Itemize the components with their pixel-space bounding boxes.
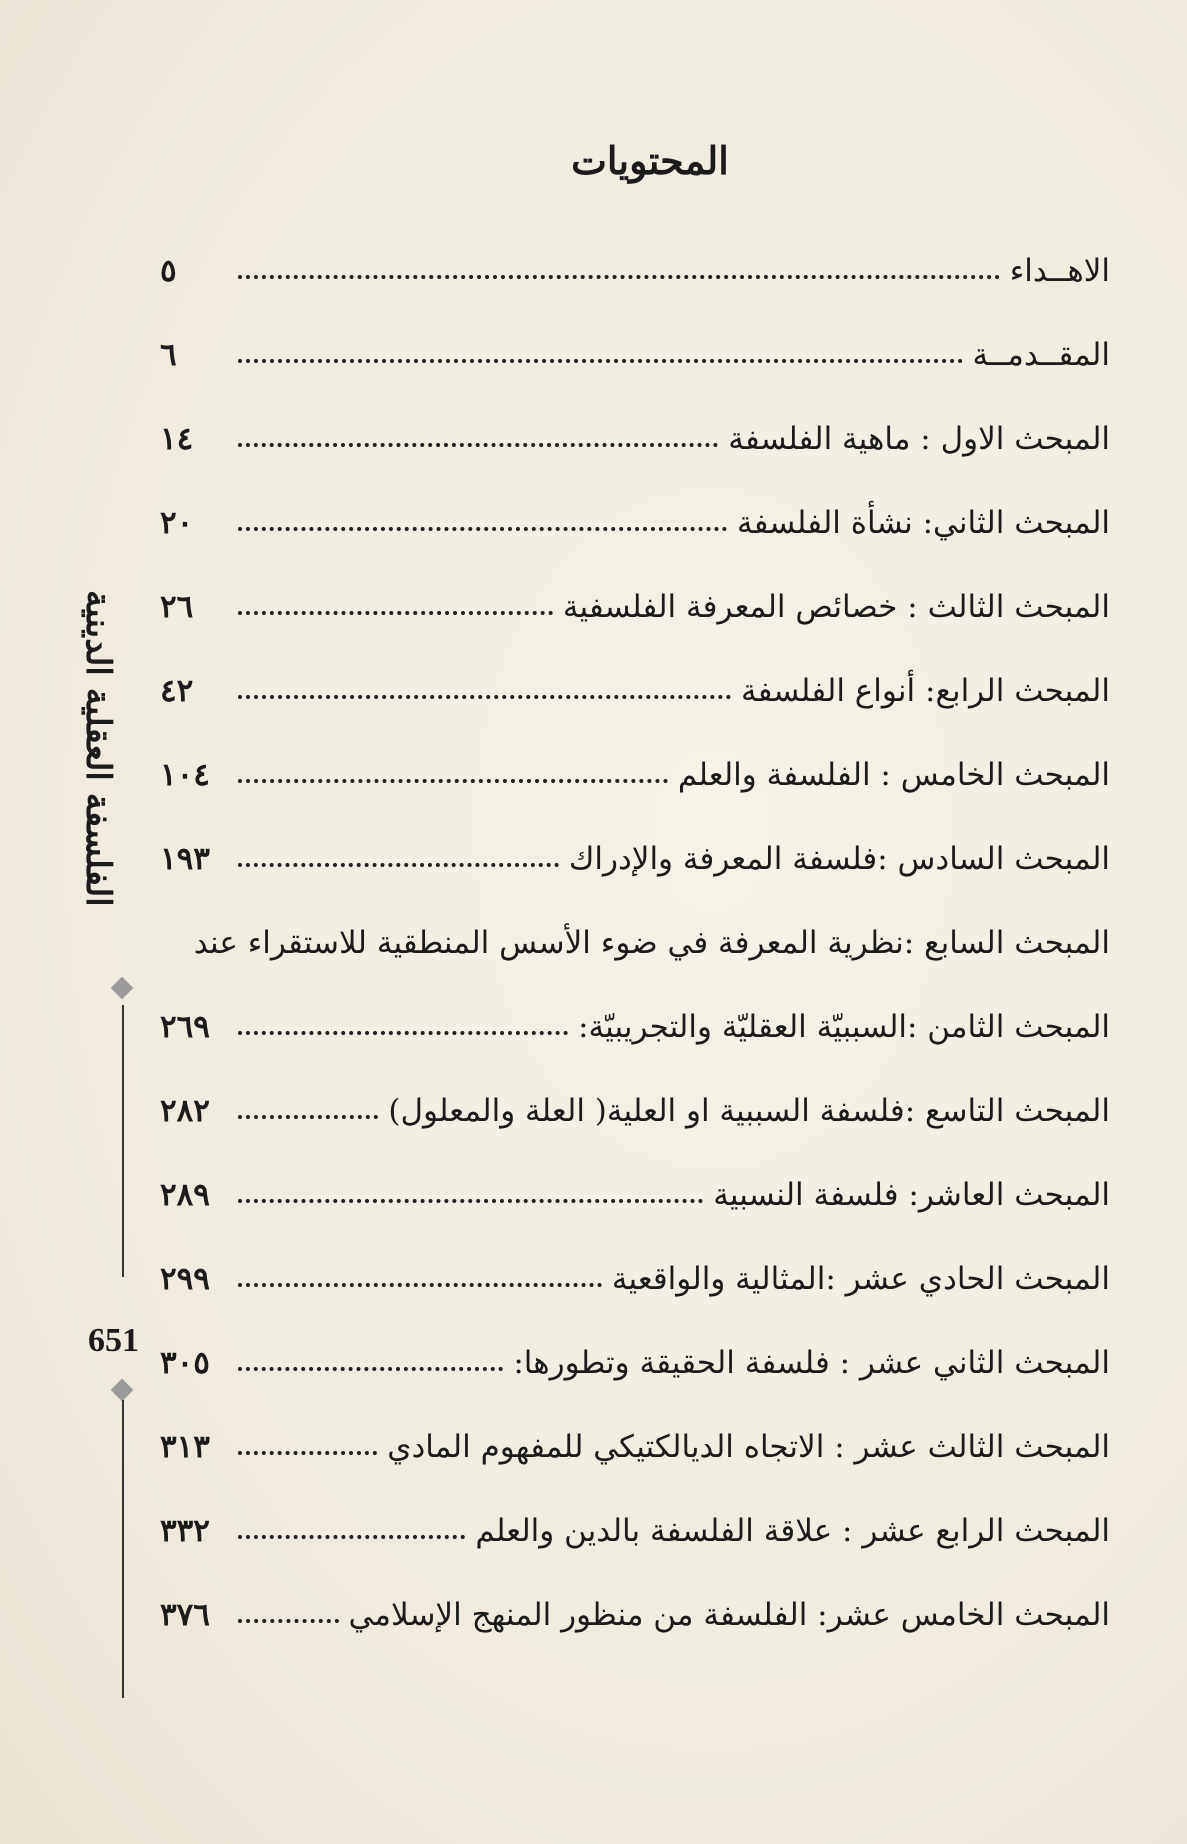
page-number: 651 — [88, 1322, 139, 1359]
toc-entry — [160, 457, 1110, 541]
toc-entry-label: المبحث الثامن :السببيّة العقليّة والتجريبيّة: — [578, 1009, 1110, 1045]
toc-leader-dots — [238, 442, 718, 447]
side-rule-bottom — [122, 1400, 124, 1698]
toc-entry-label: المبحث الخامس عشر: الفلسفة من منظور المنهج الإسلامي — [348, 1597, 1110, 1633]
toc-entry-page: ١٩٣ — [160, 841, 210, 877]
toc-leader-dots — [238, 1198, 703, 1203]
toc-entry — [160, 541, 1110, 625]
toc-entry-page: ٢٦ — [160, 589, 194, 625]
toc-entry-page: ٣٣٢ — [160, 1513, 210, 1549]
toc-entry-page: ٣١٣ — [160, 1429, 210, 1465]
toc-entry — [160, 625, 1110, 709]
toc-entry — [160, 709, 1110, 793]
toc-entry-label: المبحث السابع :نظرية المعرفة في ضوء الأسس المنطقية للاستقراء عند — [193, 925, 1110, 961]
toc-entry — [160, 289, 1110, 373]
toc-entry-label: المبحث الثالث : خصائص المعرفة الفلسفية — [562, 589, 1110, 625]
toc-entry-page: ٦ — [160, 337, 177, 373]
toc-entry — [160, 877, 1110, 961]
toc-entry — [160, 1129, 1110, 1213]
toc-entry-label: المبحث الحادي عشر :المثالية والواقعية — [611, 1261, 1110, 1297]
toc-entry-page: ٣٠٥ — [160, 1345, 210, 1381]
toc-entry — [160, 1549, 1110, 1633]
toc-entry-page: ٢٦٩ — [160, 1009, 210, 1045]
toc-entry-label: المبحث الثالث عشر : الاتجاه الديالكتيكي للمفهوم المادي — [387, 1429, 1110, 1465]
toc-entry-label: المبحث التاسع :فلسفة السببية او العلية( العلة والمعلول) — [388, 1093, 1110, 1129]
toc-entry — [160, 373, 1110, 457]
toc-entry-label: المبحث الثاني: نشأة الفلسفة — [736, 505, 1110, 541]
toc-entry-page: ٢٠ — [160, 505, 194, 541]
toc-leader-dots — [238, 358, 963, 363]
toc-leader-dots — [238, 610, 553, 615]
toc-leader-dots — [238, 1114, 378, 1119]
toc-entry-label: الاهــداء — [1009, 253, 1110, 289]
toc-entry — [160, 961, 1110, 1045]
toc-entry-label: المبحث الخامس : الفلسفة والعلم — [677, 757, 1110, 793]
toc-entry-label: المبحث الاول : ماهية الفلسفة — [728, 421, 1110, 457]
toc-entry — [160, 1213, 1110, 1297]
toc-entry-label: المبحث السادس :فلسفة المعرفة والإدراك — [568, 841, 1110, 877]
toc-entry-label: المبحث الرابع: أنواع الفلسفة — [740, 673, 1110, 709]
running-header: الفلسفة العقلية الدينية — [78, 590, 118, 907]
toc-entry — [160, 1465, 1110, 1549]
diamond-ornament-top — [111, 977, 134, 1000]
toc-entry-page: ٣٧٦ — [160, 1597, 210, 1633]
toc-entry-page: ١٠٤ — [160, 757, 210, 793]
toc-entry — [160, 1381, 1110, 1465]
toc-leader-dots — [238, 1534, 465, 1539]
toc-leader-dots — [238, 526, 727, 531]
toc-entry — [160, 1045, 1110, 1129]
toc-leader-dots — [238, 1618, 339, 1623]
toc-entry-page: ٢٨٩ — [160, 1177, 210, 1213]
toc-entry — [160, 1297, 1110, 1381]
side-rule-top — [122, 1005, 124, 1277]
toc-leader-dots — [238, 1366, 503, 1371]
toc-entry-label: المبحث العاشر: فلسفة النسبية — [713, 1177, 1110, 1213]
toc-entry-page: ٢٨٢ — [160, 1093, 210, 1129]
toc-leader-dots — [238, 862, 559, 867]
toc-leader-dots — [238, 1030, 568, 1035]
toc-leader-dots — [238, 274, 1000, 279]
toc-entry-page: ٥ — [160, 253, 177, 289]
toc-leader-dots — [238, 694, 731, 699]
toc-entry — [160, 793, 1110, 877]
toc-title: المحتويات — [571, 138, 729, 183]
toc-entry-label: المبحث الثاني عشر : فلسفة الحقيقة وتطورها: — [513, 1345, 1110, 1381]
diamond-ornament-bottom — [111, 1379, 134, 1402]
toc-leader-dots — [238, 778, 668, 783]
toc-entry — [160, 205, 1110, 289]
toc-leader-dots — [238, 1450, 377, 1455]
toc-leader-dots — [238, 1282, 602, 1287]
toc-entry-label: المبحث الرابع عشر : علاقة الفلسفة بالدين والعلم — [475, 1513, 1110, 1549]
toc-entry-page: ٢٩٩ — [160, 1261, 210, 1297]
toc-entry-page: ٤٢ — [160, 673, 194, 709]
table-of-contents — [160, 205, 1110, 1633]
toc-entry-label: المقــدمــة — [972, 337, 1110, 373]
toc-entry-page: ١٤ — [160, 421, 194, 457]
